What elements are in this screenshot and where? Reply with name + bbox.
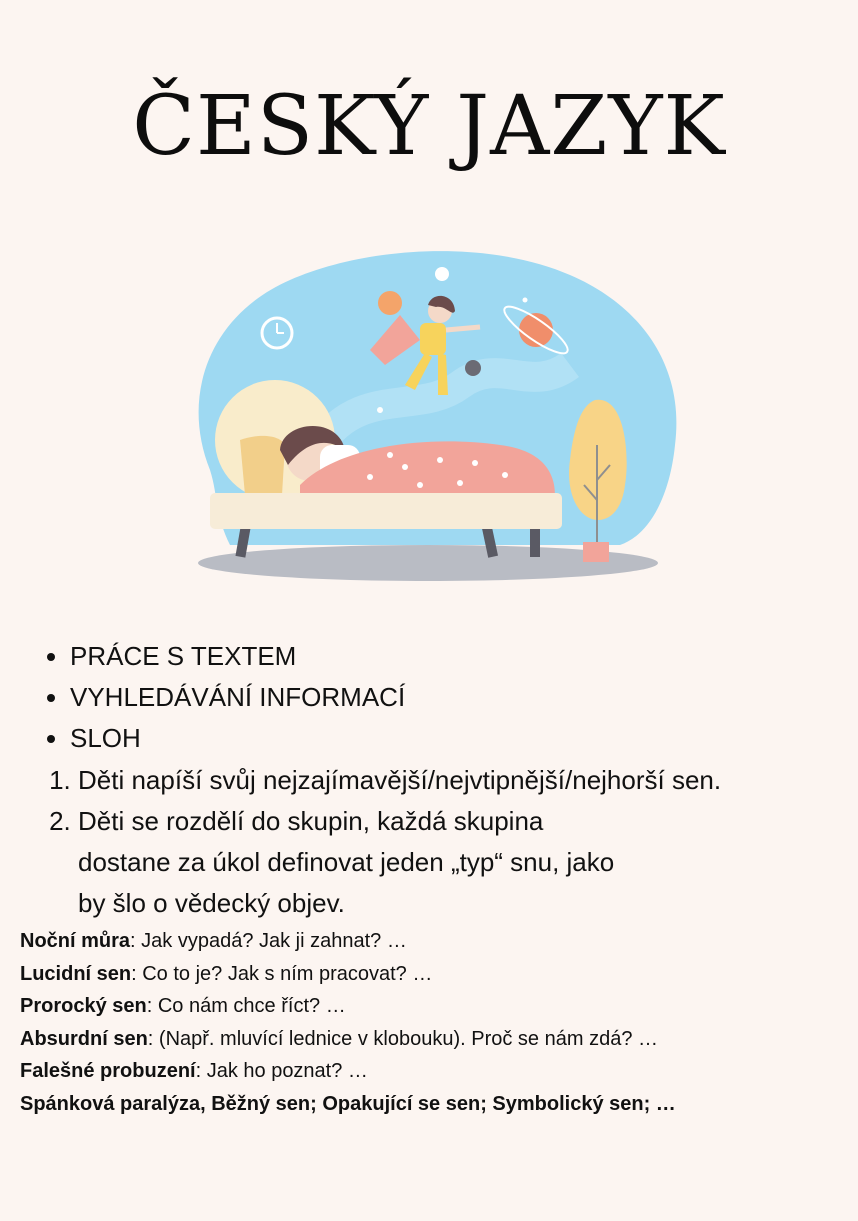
bed-legs-far [530,527,540,557]
numbered-steps [36,760,858,924]
dream-type-text: : Co nám chce říct? … [146,995,346,1018]
dream-type-term: Prorocký sen [20,995,147,1018]
dream-types-list [20,925,850,1121]
dream-type-row [20,1088,850,1121]
dream-type-term: Absurdní sen [20,1027,148,1050]
dream-type-text: : Co to je? Jak s ním pracovat? … [131,962,433,985]
dream-type-row [20,990,850,1023]
bed-frame [210,493,562,529]
dream-type-text: : Jak vypadá? Jak ji zahnat? … [130,930,407,952]
dream-type-text: : (Např. mluvící lednice v klobouku). Proč se nám zdá? … [147,1027,659,1050]
bullet-item: • SLOH [70,718,405,759]
bullet-item: • VYHLEDÁVÁNÍ INFORMACÍ [70,677,405,718]
bullet-list [36,636,405,759]
step-item: 1. Děti napíší svůj nejzajímavější/nejvtipnější/nejhorší sen. [78,760,858,801]
dream-type-term: Noční můra [20,930,131,952]
dreaming-girl-illustration [170,245,690,590]
planet-orange [378,291,402,315]
dream-type-row [20,1023,850,1056]
dream-type-term: Falešné probuzení [20,1060,196,1083]
dream-type-text: : Jak ho poznat? … [195,1060,368,1083]
pillow [240,436,285,495]
dream-type-row [20,958,850,991]
bullet-item: • PRÁCE S TEXTEM [70,636,405,677]
dream-type-row [20,1055,850,1088]
planet-small [435,267,449,281]
dream-type-term: Spánková paralýza, Běžný sen; Opakující se sen; Symbolický sen; … [20,1092,676,1115]
dream-type-row [20,925,850,958]
planet-dark [465,360,481,376]
step-item: 2. Děti se rozdělí do skupin, každá skupina dostane za úkol definovat jeden „typ“ snu, jako by šlo o vědecký objev. [78,801,638,924]
dream-type-term: Lucidní sen [20,962,132,985]
page-title: ČESKÝ JAZYK [132,79,726,174]
